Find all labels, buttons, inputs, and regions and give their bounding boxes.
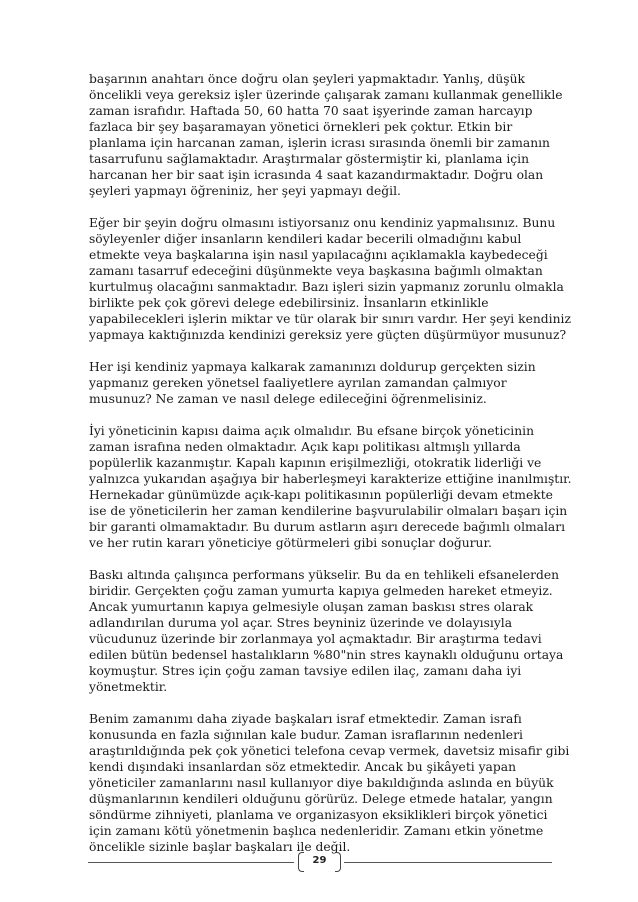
paragraph bbox=[89, 215, 569, 343]
text-line: etmekte veya başkalarına işin nasıl yapılacağını açıklamakla kaybedeceği bbox=[89, 248, 548, 262]
text-line: harcanan her bir saat işin icrasında 4 saat kazandırmaktadır. Doğru olan bbox=[89, 168, 544, 182]
text-line: zaman israfına neden olmaktadır. Açık kapı politikası altmışlı yıllarda bbox=[89, 440, 521, 454]
text-line: kendi dışındaki insanlardan söz etmektedir. Ancak bu şikâyeti yapan bbox=[89, 760, 517, 774]
text-line: İyi yöneticinin kapısı daima açık olmalıdır. Bu efsane birçok yöneticinin bbox=[89, 424, 534, 438]
text-line: öncelikli veya gereksiz işler üzerinde çalışarak zamanı kullanmak genellikle bbox=[89, 88, 563, 102]
text-line: konusunda en fazla sığınılan kale budur. Zaman israflarının nedenleri bbox=[89, 728, 523, 742]
paragraph bbox=[89, 71, 569, 199]
text-line: Hernekadar günümüzde açık-kapı politikasının popülerliği devam etmekte bbox=[89, 488, 553, 502]
text-line: zamanı tasarruf edeceğini düşünmekte veya başkasına bağımlı olmaktan bbox=[89, 264, 543, 278]
paragraph bbox=[89, 711, 569, 855]
footer-rule-left bbox=[88, 862, 294, 863]
text-line: yalnızca yukarıdan aşağıya bir haberleşmeyi karakterize ettiğine inanılmıştır. bbox=[89, 472, 572, 486]
text-line: edilen bütün bedensel hastalıkların %80"nin stres kaynaklı olduğunu ortaya bbox=[89, 648, 564, 662]
paragraph bbox=[89, 423, 572, 551]
text-line: birlikte pek çok görevi delege edebilirsiniz. İnsanların etkinlikle bbox=[89, 296, 489, 310]
text-line: vücudunuz üzerinde bir zorlanmaya yol açmaktadır. Bir araştırma tedavi bbox=[89, 632, 542, 646]
text-line: Baskı altında çalışınca performans yükselir. Bu da en tehlikeli efsanelerden bbox=[89, 568, 560, 582]
text-line: tasarrufunu sağlamaktadır. Araştırmalar göstermiştir ki, planlama için bbox=[89, 152, 529, 166]
text-line: yöneticiler zamanlarını nasıl kullanıyor diye bakıldığında aslında en büyük bbox=[89, 776, 554, 790]
footer-rule-right bbox=[344, 862, 552, 863]
text-line: şeyleri yapmayı öğreniniz, her şeyi yapmayı değil. bbox=[89, 184, 401, 198]
text-line: Her işi kendiniz yapmaya kalkarak zamanınızı doldurup gerçekten sizin bbox=[89, 360, 536, 374]
text-line: için zamanı kötü yönetmenin başlıca nedenleridir. Zamanı etkin yönetme bbox=[89, 824, 544, 838]
text-line: ise de yöneticilerin her zaman kendilerine başvurulabilir olmaları başarı için bbox=[89, 504, 568, 518]
text-line: popülerlik kazanmıştır. Kapalı kapının erişilmezliği, otokratik liderliği ve bbox=[89, 456, 542, 470]
text-line: söyleyenler diğer insanların kendileri kadar becerili olmadığını kabul bbox=[89, 232, 522, 246]
text-line: musunuz? Ne zaman ve nasıl delege edileceğini öğrenmelisiniz. bbox=[89, 392, 487, 406]
text-line: Benim zamanımı daha ziyade başkaları israf etmektedir. Zaman israfı bbox=[89, 712, 522, 726]
text-line: yapabilecekleri işlerin miktar ve tür olarak bir sınırı vardır. Her şeyi kendiniz bbox=[89, 312, 571, 326]
paragraph bbox=[89, 359, 569, 407]
page-number: 29 bbox=[312, 855, 327, 866]
text-line: araştırıldığında pek çok yönetici telefona cevap vermek, davetsiz misafir gibi bbox=[89, 744, 570, 758]
paragraph bbox=[89, 567, 569, 695]
text-line: yapmanız gereken yönetsel faaliyetlere ayrılan zamandan çalmıyor bbox=[89, 376, 507, 390]
page-number-bracket-right bbox=[335, 852, 341, 872]
text-line: bir garanti olmamaktadır. Bu durum astların aşırı derecede bağımlı olmaları bbox=[89, 520, 566, 534]
text-line: biridir. Gerçekten çoğu zaman yumurta kapıya gelmeden hareket etmeyiz. bbox=[89, 584, 553, 598]
text-line: başarının anahtarı önce doğru olan şeyleri yapmaktadır. Yanlış, düşük bbox=[89, 72, 525, 86]
text-line: düşmanlarının kendileri olduğunu görürüz. Delege etmede hatalar, yangın bbox=[89, 792, 553, 806]
text-line: Eğer bir şeyin doğru olmasını istiyorsanız onu kendiniz yapmalısınız. Bunu bbox=[89, 216, 556, 230]
text-line: kurtulmuş olacağını sanmaktadır. Bazı işleri sizin yapmanız zorunlu olmakla bbox=[89, 280, 564, 294]
text-line: ve her rutin kararı yöneticiye götürmeleri gibi sonuçlar doğurur. bbox=[89, 536, 492, 550]
text-line: yönetmektir. bbox=[89, 680, 168, 694]
text-line: Ancak yumurtanın kapıya gelmesiyle oluşan zaman baskısı stres olarak bbox=[89, 600, 534, 614]
text-line: adlandırılan duruma yol açar. Stres beyniniz üzerinde ve dolayısıyla bbox=[89, 616, 513, 630]
text-line: fazlaca bir şey başaramayan yönetici örnekleri pek çoktur. Etkin bir bbox=[89, 120, 513, 134]
text-line: söndürme zihniyeti, planlama ve organizasyon eksiklikleri birçok yönetici bbox=[89, 808, 548, 822]
page-footer bbox=[88, 852, 552, 874]
text-line: planlama için harcanan zaman, işlerin icrası sırasında önemli bir zamanın bbox=[89, 136, 550, 150]
text-line: öncelikle sizinle başlar başkaları ile değil. bbox=[89, 840, 351, 854]
page-body bbox=[89, 71, 572, 871]
text-line: yapmaya kaktığınızda kendinizi gereksiz yere güçten düşürmüyor musunuz? bbox=[89, 328, 567, 342]
text-line: zaman israfıdır. Haftada 50, 60 hatta 70 saat işyerinde zaman harcayıp bbox=[89, 104, 533, 118]
text-line: koymuştur. Stres için çoğu zaman tavsiye edilen ilaç, zamanı daha iyi bbox=[89, 664, 522, 678]
